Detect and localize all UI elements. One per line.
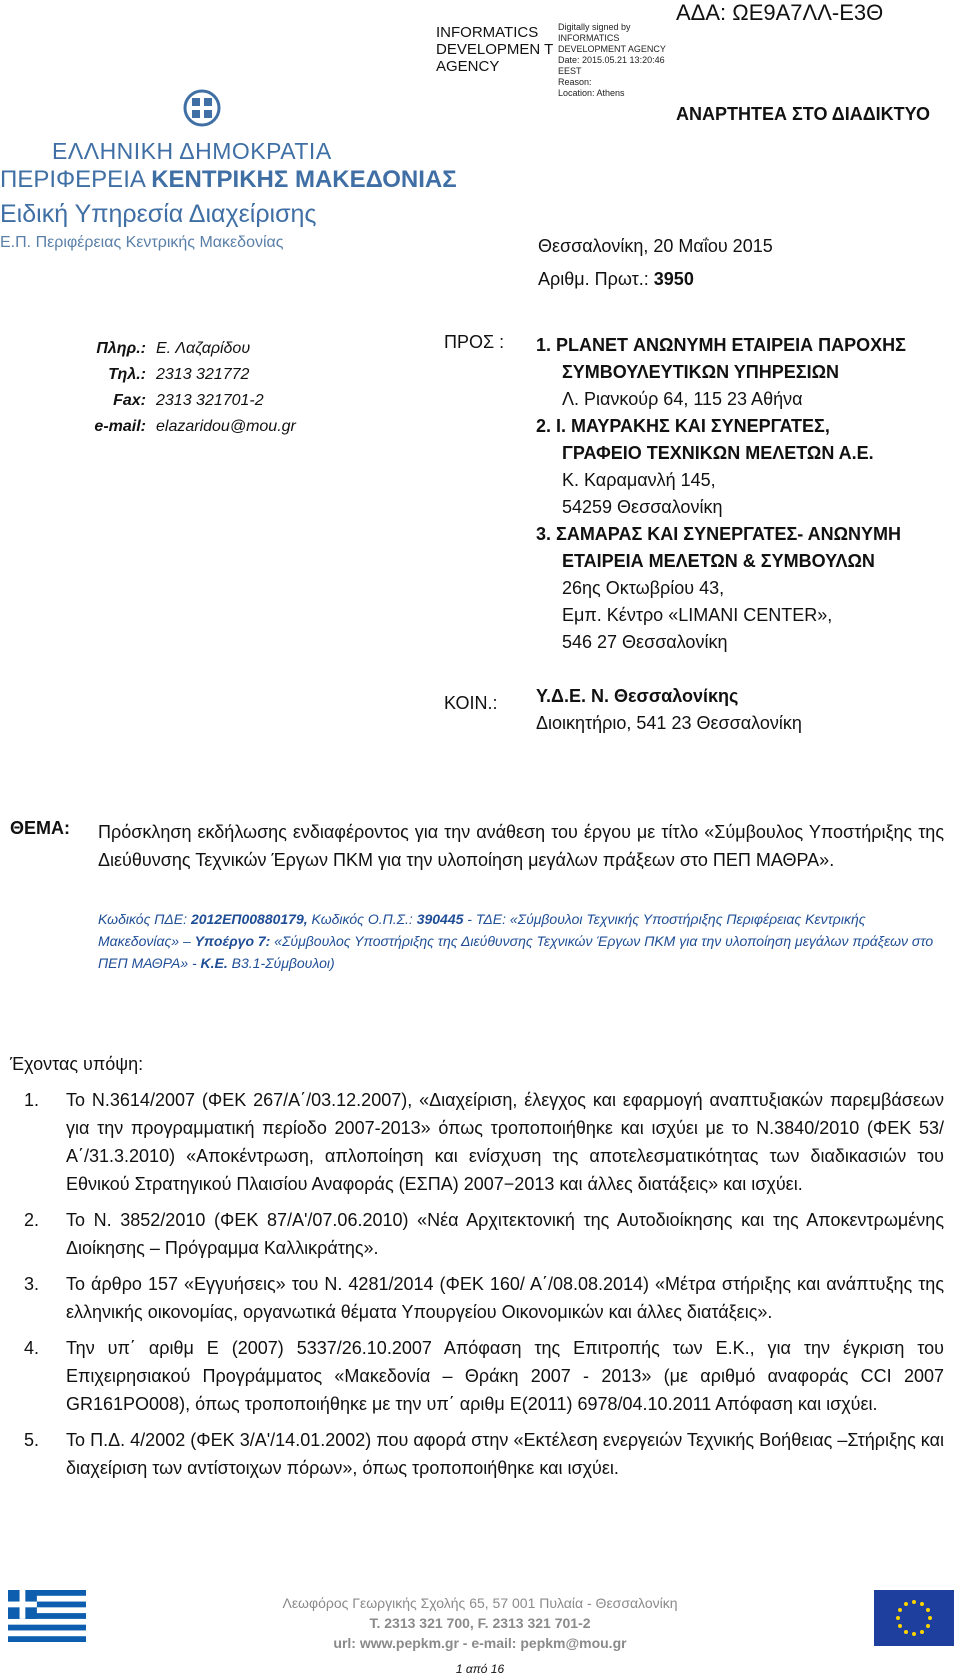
list-number: 4. — [24, 1338, 40, 1358]
list-number: 5. — [24, 1430, 40, 1450]
footer-line-1: Λεωφόρος Γεωργικής Σχολής 65, 57 001 Πυλαία - Θεσσαλονίκη — [282, 1595, 678, 1611]
logo-line-4: Ε.Π. Περιφέρειας Κεντρικής Μακεδονίας — [0, 234, 284, 251]
recipient-title: ΕΤΑΙΡΕΙΑ ΜΕΛΕΤΩΝ & ΣΥΜΒΟΥΛΩΝ — [562, 551, 875, 571]
greek-emblem-icon — [182, 88, 222, 132]
contact-row — [60, 414, 296, 440]
contact-key: Τηλ.: — [108, 366, 146, 383]
considerations-list — [24, 1086, 944, 1490]
signature-line: EEST — [558, 66, 582, 76]
koin-title: Υ.Δ.Ε. Ν. Θεσσαλονίκης — [536, 686, 739, 706]
recipient-title: 1. PLANET ΑΝΩΝΥΜΗ ΕΤΑΙΡΕΙΑ ΠΑΡΟΧΗΣ — [536, 335, 906, 355]
codes-part: «Σύμβουλος Υποστήριξης της Διεύθυνσης Τεχνικών Έργων ΠΚΜ για την υλοποίηση μεγάλων πράξεων στο ΠΕΠ ΜΑΘΡΑ» - — [98, 933, 934, 971]
codes-part: Κωδικός ΠΔΕ: — [98, 911, 191, 927]
signature-line: DEVELOPMENT AGENCY — [558, 44, 666, 54]
subject-text: Πρόσκληση εκδήλωσης ενδιαφέροντος για την ανάθεση του έργου με τίτλο «Σύμβουλος Υποστήριξης της Διεύθυνσης Τεχνικών Έργων ΠΚΜ για την υλοποίηση μεγάλων πράξεων στο ΠΕΠ ΜΑΘΡΑ». — [98, 822, 944, 870]
list-item — [24, 1334, 944, 1418]
recipient-address: Κ. Καραμανλή 145, — [562, 470, 716, 490]
list-number: 3. — [24, 1274, 40, 1294]
signature-line: Location: Athens — [558, 88, 625, 98]
codes-bold: 2012ΕΠ00880179, — [190, 911, 308, 927]
recipient-address: Εμπ. Κέντρο «LIMANI CENTER», — [562, 605, 833, 625]
page-number: 1 από 16 — [455, 1662, 505, 1676]
contact-key: Fax: — [113, 392, 146, 409]
list-item — [24, 1206, 944, 1262]
contact-key: e-mail: — [94, 418, 146, 435]
codes-part: Κωδικός Ο.Π.Σ.: — [307, 911, 417, 927]
contact-row — [60, 336, 296, 362]
signature-line: Digitally signed by — [558, 22, 631, 32]
contact-value: Ε. Λαζαρίδου — [156, 340, 251, 357]
codes-part: - ΤΔΕ: «Σύμβουλοι Τεχνικής Υποστήριξης Περιφέρειας Κεντρικής Μακεδονίας» – — [98, 911, 866, 949]
considering-heading: Έχοντας υπόψη: — [10, 1054, 144, 1074]
contact-row — [60, 388, 296, 414]
recipient-title: 3. ΣΑΜΑΡΑΣ ΚΑΙ ΣΥΝΕΡΓΑΤΕΣ- ΑΝΩΝΥΜΗ — [536, 524, 902, 544]
koin-label: ΚΟΙΝ.: — [444, 693, 498, 713]
contact-value: 2313 321772 — [156, 366, 250, 383]
recipient-title: ΓΡΑΦΕΙΟ ΤΕΧΝΙΚΩΝ ΜΕΛΕΤΩΝ Α.Ε. — [562, 443, 874, 463]
recipient-title: ΣΥΜΒΟΥΛΕΥΤΙΚΩΝ ΥΠΗΡΕΣΙΩΝ — [562, 362, 840, 382]
contact-value: 2313 321701-2 — [156, 392, 264, 409]
recipients-block — [536, 332, 946, 737]
list-text: Το Ν. 3852/2010 (ΦΕΚ 87/Α'/07.06.2010) «Νέα Αρχιτεκτονική της Αυτοδιοίκησης και της Αποκεντρωμένης Διοίκησης – Πρόγραμμα Καλλικράτης». — [66, 1210, 944, 1258]
contact-block — [60, 336, 296, 440]
list-number: 1. — [24, 1090, 40, 1110]
protocol-number — [538, 269, 694, 290]
codes-part: Β3.1-Σύμβουλοι) — [227, 955, 335, 971]
recipient-address: Λ. Ριανκούρ 64, 115 23 Αθήνα — [562, 389, 803, 409]
codes-bold: Υποέργο 7: — [194, 933, 271, 949]
list-item — [24, 1086, 944, 1198]
signature-line: INFORMATICS — [558, 33, 620, 43]
codes-bold: Κ.Ε. — [200, 955, 228, 971]
protocol-value: 3950 — [653, 269, 694, 289]
eu-flag-icon — [874, 1590, 954, 1646]
recipient-address: 546 27 Θεσσαλονίκη — [562, 632, 728, 652]
signature-name: INFORMATICS DEVELOPMEN T AGENCY — [436, 24, 553, 75]
list-text: Το Π.Δ. 4/2002 (ΦΕΚ 3/Α'/14.01.2002) που αφορά στην «Εκτέλεση ενεργειών Τεχνικής Βοήθειας –Στήριξης και διαχείριση των αντίστοιχων πόρων», όπως τροποποιήθηκε και ισχύει. — [66, 1430, 944, 1478]
list-number: 2. — [24, 1210, 40, 1230]
list-text: Το άρθρο 157 «Εγγυήσεις» του Ν. 4281/2014 (ΦΕΚ 160/ Α΄/08.08.2014) «Μέτρα στήριξης και ανάπτυξης της ελληνικής οικονομίας, οργανωτικά θέματα Υπουργείου Οικονομικών και άλλες διατάξεις». — [66, 1274, 944, 1322]
contact-key: Πληρ.: — [96, 340, 146, 357]
signature-line: Reason: — [558, 77, 592, 87]
pros-label: ΠΡΟΣ : — [444, 332, 505, 352]
logo-line-2b: ΚΕΝΤΡΙΚΗΣ ΜΑΚΕΔΟΝΙΑΣ — [151, 166, 457, 193]
recipient-address: 26ης Οκτωβρίου 43, — [562, 578, 725, 598]
list-text: Την υπ΄ αριθμ Ε (2007) 5337/26.10.2007 Απόφαση της Επιτροπής των Ε.Κ., για την έγκριση του Επιχειρησιακού Προγράμματος «Μακεδονία – Θράκη 2007 - 2013» (με αριθμό αναφοράς CCI 2007 GR161PO008), όπως τροποποιήθηκε με την υπ΄ αριθμ Ε(2011) 6978/04.10.2011 Απόφαση και ισχύει. — [66, 1338, 944, 1414]
subject-label: ΘΕΜΑ: — [10, 818, 70, 838]
recipient-title: 2. Ι. ΜΑΥΡΑΚΗΣ ΚΑΙ ΣΥΝΕΡΓΑΤΕΣ, — [536, 416, 830, 436]
recipient-address: 54259 Θεσσαλονίκη — [562, 497, 723, 517]
codes-bold: 390445 — [416, 911, 464, 927]
ada-code: ΑΔΑ: ΩΕ9Α7ΛΛ-Ε3Θ — [676, 0, 884, 25]
list-item — [24, 1270, 944, 1326]
logo-line-2 — [0, 166, 457, 194]
footer-line-2: Τ. 2313 321 700, F. 2313 321 701-2 — [369, 1615, 591, 1631]
koin-address: Διοικητήριο, 541 23 Θεσσαλονίκη — [536, 713, 802, 733]
contact-row — [60, 362, 296, 388]
footer-line-3[interactable]: url: www.pepkm.gr - e-mail: pepkm@mou.gr — [333, 1635, 627, 1651]
footer-address — [0, 1593, 960, 1653]
publish-notice: ΑΝΑΡΤΗΤΕΑ ΣΤΟ ΔΙΑΔΙΚΤΥΟ — [676, 104, 930, 124]
logo-line-3: Ειδική Υπηρεσία Διαχείρισης — [0, 200, 317, 228]
signature-details — [558, 22, 678, 99]
organization-logo — [0, 88, 457, 254]
document-date: Θεσσαλονίκη, 20 Μαΐου 2015 — [538, 236, 773, 256]
contact-email[interactable]: elazaridou@mou.gr — [156, 418, 296, 435]
logo-line-2a: ΠΕΡΙΦΕΡΕΙΑ — [0, 166, 152, 193]
project-codes — [98, 908, 944, 974]
list-text: Το Ν.3614/2007 (ΦΕΚ 267/Α΄/03.12.2007), «Διαχείριση, έλεγχος και εφαρμογή αναπτυξιακών παρεμβάσεων για την προγραμματική περίοδο 2007-2013» όπως τροποποιήθηκε και ισχύει με το Ν.3840/2010 (ΦΕΚ 53/Α΄/31.3.2010) «Αποκέντρωση, απλοποίηση και ενίσχυση της αποτελεσματικότητας των διαδικασιών του Εθνικού Στρατηγικού Πλαισίου Αναφοράς (ΕΣΠΑ) 2007−2013 και άλλες διατάξεις» και ισχύει. — [66, 1090, 944, 1194]
protocol-label: Αριθμ. Πρωτ.: — [538, 269, 654, 289]
list-item — [24, 1426, 944, 1482]
signature-line: Date: 2015.05.21 13:20:46 — [558, 55, 665, 65]
logo-line-1: ΕΛΛΗΝΙΚΗ ΔΗΜΟΚΡΑΤΙΑ — [52, 138, 332, 164]
